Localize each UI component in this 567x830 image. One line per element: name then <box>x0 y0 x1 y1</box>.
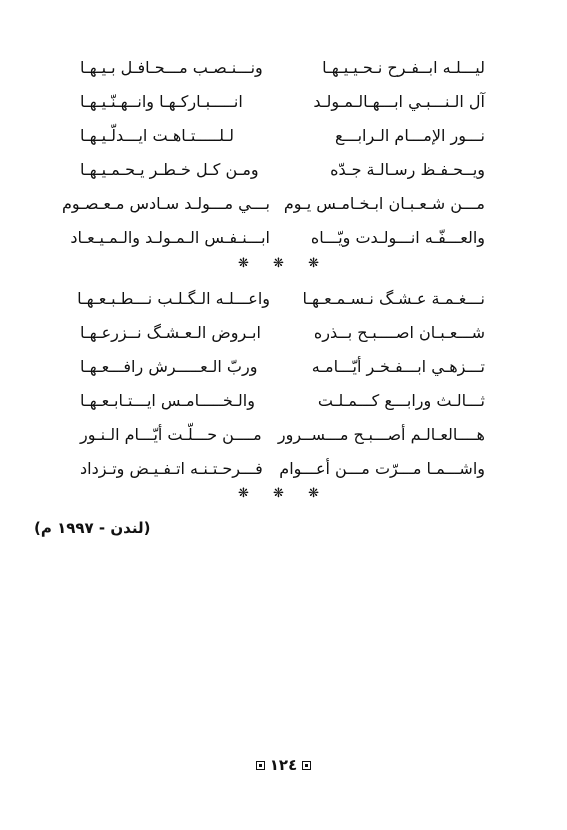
couplet <box>80 315 485 349</box>
first-hemistich: ثـــالـث ورابـــع كـــمـلـت <box>317 390 485 410</box>
first-hemistich: تـــزهـي ابـــفـخـر أيّـــامـه <box>311 356 485 376</box>
second-hemistich: ومـن كـل خـطـر يـحـمـيـهـا <box>80 159 259 179</box>
first-hemistich: هــــالعـالـم أصـــبـح مـــســرور <box>277 424 485 444</box>
poem-signature: (لندن - ١٩٩٧ م) <box>34 519 151 537</box>
first-hemistich: والعـــفّـه انـــولـدت ويّـــاه <box>310 227 485 247</box>
first-hemistich: نـــور الإمـــام الـرابـــع <box>335 125 485 145</box>
couplet <box>77 281 485 315</box>
second-hemistich: وربّ الـعـــــرش رافـــعـهـا <box>80 356 258 376</box>
page-footer <box>0 756 567 774</box>
first-hemistich: واشـــمـا مـــرّت مـــن أعـــوام <box>279 458 485 478</box>
second-hemistich: واعـــلـه الـگـلـب نـــطـبـعـهـا <box>77 288 270 308</box>
couplet <box>62 186 485 220</box>
couplet <box>80 451 485 485</box>
ornament-square-icon <box>256 761 265 770</box>
second-hemistich: مــــن حـــلّـت أيّـــام الـنـور <box>80 424 262 444</box>
couplet <box>80 84 485 118</box>
first-hemistich: مـــن شـعـبـان ابـخـامـس يـوم <box>283 193 485 213</box>
poem-stanza-2 <box>77 281 485 485</box>
page-number: ١٢٤ <box>269 756 298 774</box>
ornament-square-icon <box>302 761 311 770</box>
second-hemistich: بـــي مـــولـد سـادس مـعـصـوم <box>62 193 270 213</box>
second-hemistich: ونـــنـصـب مـــحـافـل بـيـهـا <box>80 57 263 77</box>
first-hemistich: ليـــلـه ابــفـرح نـحـيـيـهـا <box>322 57 485 77</box>
first-hemistich: ويــحـفـظ رسـالـة جـدّه <box>330 159 485 179</box>
couplet <box>80 349 485 383</box>
end-divider-stars: ❋ ❋ ❋ <box>238 486 329 501</box>
second-hemistich: والـخـــــامـس ايـــتـابـعـهـا <box>80 390 255 410</box>
second-hemistich: فـــرحـتـنـه اتـفـيـض وتـزداد <box>80 458 263 478</box>
poem-stanza-1 <box>62 50 485 254</box>
first-hemistich: آل الـنـــبـي ابـــهـالـمـولـد <box>313 91 485 111</box>
second-hemistich: لـلـــــتـاهـت ايـــدلّـيـهـا <box>80 125 234 145</box>
section-divider-stars: ❋ ❋ ❋ <box>238 256 329 271</box>
couplet <box>80 383 485 417</box>
second-hemistich: انـــــبـاركـهـا وانــهـنّـيـهـا <box>80 91 243 111</box>
couplet <box>80 417 485 451</box>
second-hemistich: ابـروض الـعـشـگ نــزرعـهـا <box>80 322 261 342</box>
couplet <box>80 152 485 186</box>
couplet <box>80 118 485 152</box>
first-hemistich: نـــغـمـة عـشـگ نـسـمـعـهـا <box>302 288 485 308</box>
couplet <box>70 220 485 254</box>
second-hemistich: ابـــنـفـس الـمـولـد والـمـيـعـاد <box>70 227 270 247</box>
first-hemistich: شـــعـبـان اصــــبـح بــذره <box>313 322 485 342</box>
couplet <box>80 50 485 84</box>
